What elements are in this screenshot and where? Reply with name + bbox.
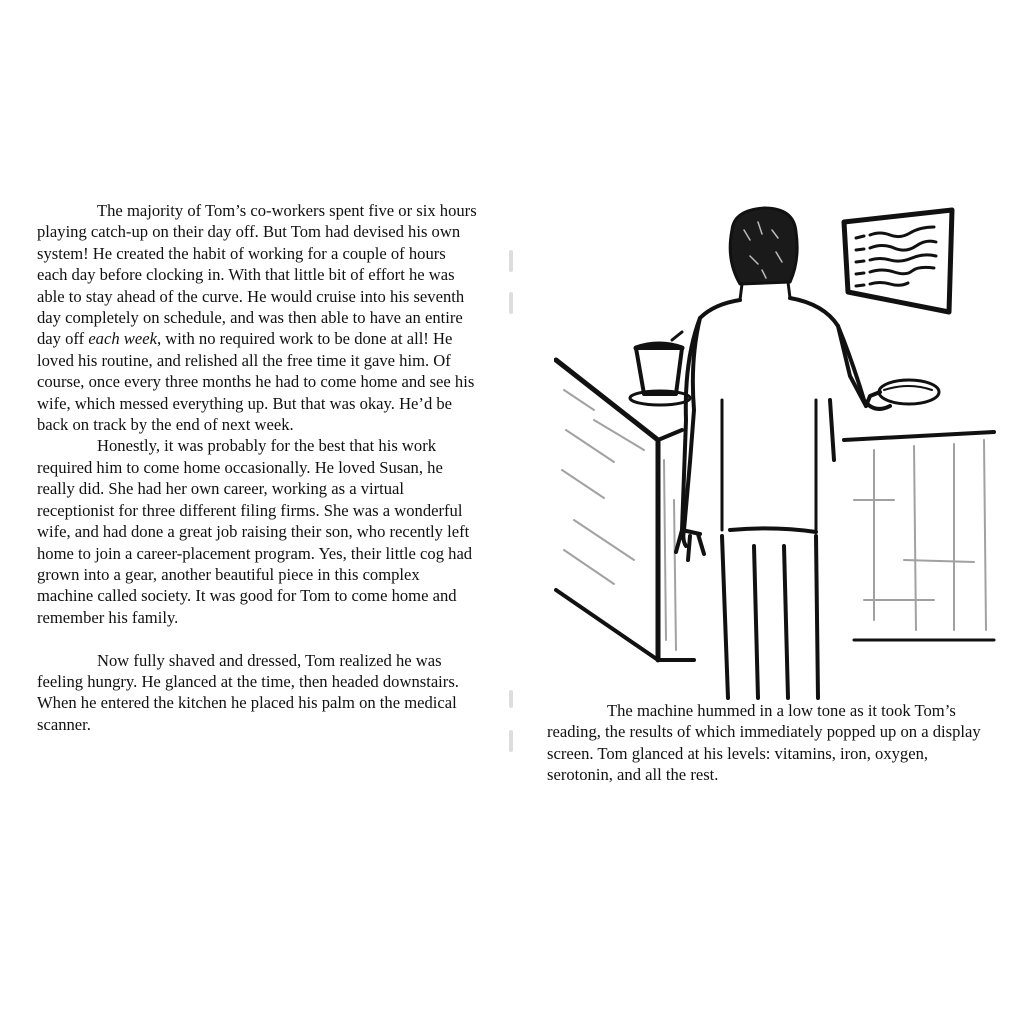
illustration-caption	[547, 700, 987, 786]
right-page	[510, 0, 1024, 1024]
kitchen-illustration	[554, 200, 1004, 700]
paragraph-2: Honestly, it was probably for the best that his work required him to come home occasionally. He loved Susan, he really did. She had her own career, working as a virtual receptionist for three different filing firms. She was a wonderful wife, and had done a great job raising their son, who recently left home to join a career-placement program. Yes, their little cog had grown into a gear, another beautiful piece in this complex machine called society. It was good for Tom to come home and remember his family.	[37, 436, 473, 627]
display-screen-drawing	[844, 210, 952, 312]
paragraph-1-end: , with no required work to be done at all! He loved his routine, and relished all the free time it gave him. Of course, once every three months he had to come home and see his wife, which messed everything up. But that was okay. He’d be back on track by the end of next week.	[37, 329, 475, 435]
caption-text: The machine hummed in a low tone as it took Tom’s reading, the results of which immediately popped up on a display screen. Tom glanced at his levels: vitamins, iron, oxygen, serotonin, and all the rest.	[547, 701, 981, 785]
paragraph-1-start: The majority of Tom’s co-workers spent five or six hours playing catch-up on their day off. But Tom had devised his own system! He created the habit of working for a couple of hours each day before clocking in. With that little bit of effort he was able to stay ahead of the curve. He would cruise into his seventh day completely on schedule, and was then able to have an entire day off	[37, 201, 477, 349]
paragraph-1	[37, 200, 477, 435]
man-drawing	[676, 208, 939, 698]
paragraph-1-emphasis: each week	[88, 329, 157, 349]
cup-drawing	[630, 332, 690, 405]
counter-drawing	[556, 360, 994, 660]
story-text	[37, 200, 477, 735]
paragraph-3: Now fully shaved and dressed, Tom realized he was feeling hungry. He glanced at the time, then headed downstairs. When he entered the kitchen he placed his palm on the medical scanner.	[37, 650, 459, 734]
left-page	[0, 0, 510, 1024]
